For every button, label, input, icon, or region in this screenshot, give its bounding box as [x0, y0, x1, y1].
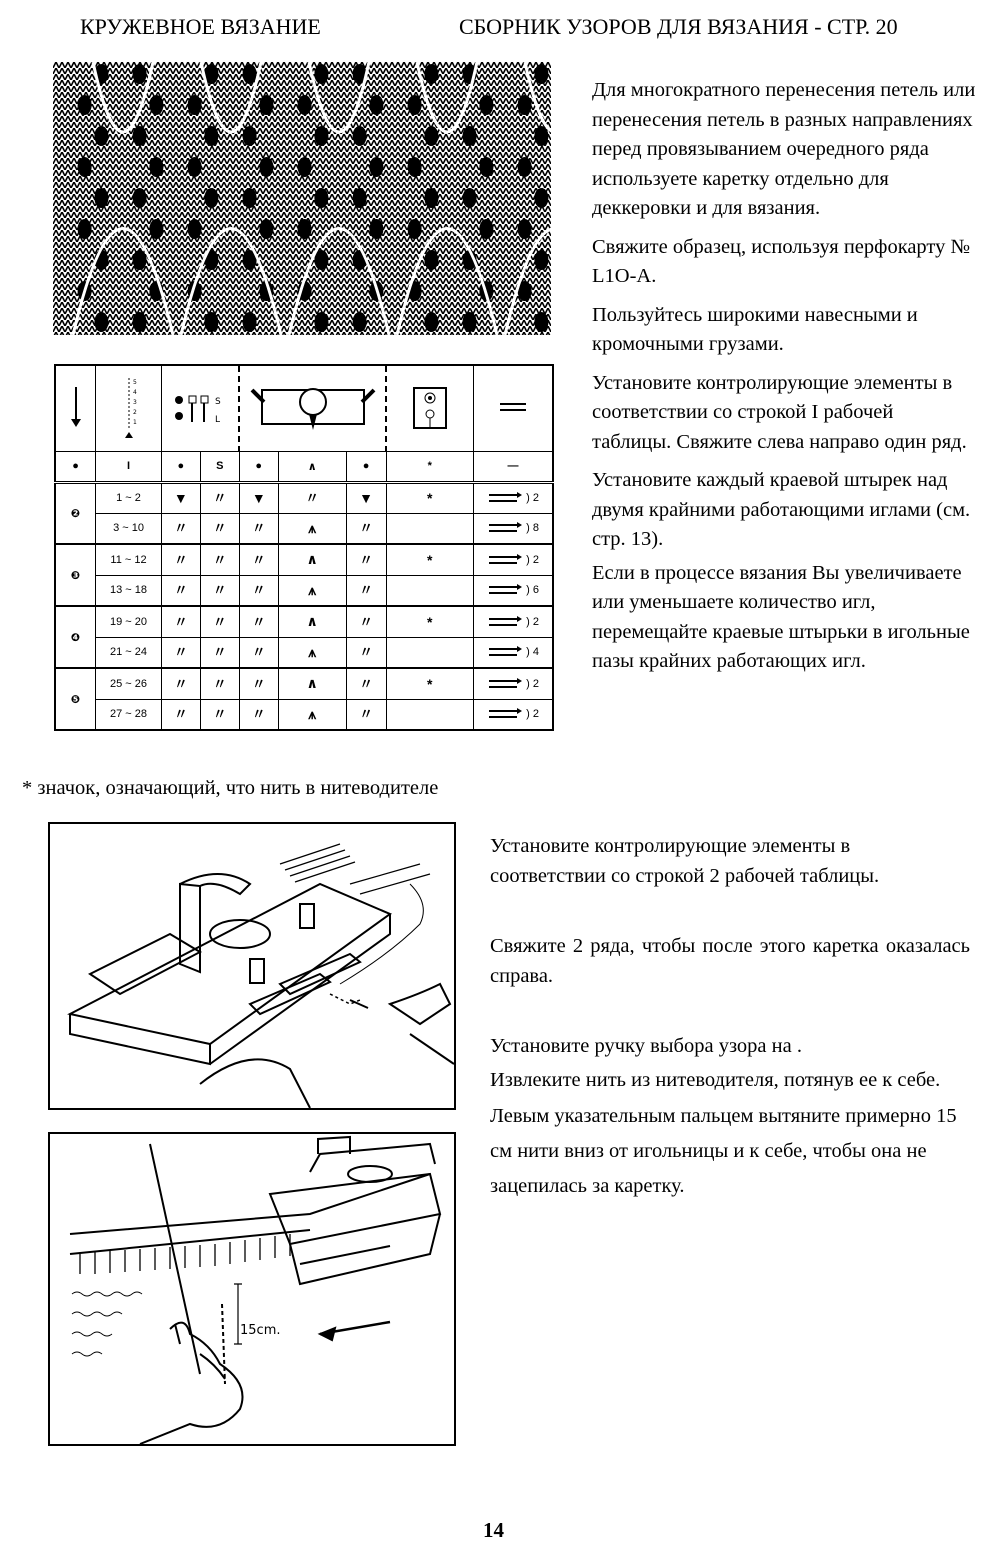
header-right: СБОРНИК УЗОРОВ ДЛЯ ВЯЗАНИЯ - СТР. 20: [459, 14, 898, 39]
row-arrows-icon: [487, 707, 523, 721]
chart-cell-c2: 〃: [200, 606, 239, 637]
chart-cell-c4: ∧: [278, 544, 346, 575]
row-count: 4: [532, 646, 539, 659]
chart-row: [55, 637, 553, 668]
chart-cell-c6: [386, 513, 473, 544]
chart-row: [55, 513, 553, 544]
chart-cell-c2: 〃: [200, 668, 239, 699]
instruction-1: Установите контролирующие элементы в соответствии со строкой 2 рабочей таблицы.: [490, 835, 880, 887]
chart-cell-c2: 〃: [200, 513, 239, 544]
row-arrows-icon: [487, 677, 523, 691]
chart-cell-c2: 〃: [200, 575, 239, 606]
row-arrows-icon: [487, 583, 523, 597]
row-arrows-icon: [487, 645, 523, 659]
chart-cell-c1: 〃: [161, 606, 200, 637]
chart-cell-c5: 〃: [346, 668, 386, 699]
instruction-4: Извлеките нить из нитеводителя, потянув ее к себе.: [490, 1068, 941, 1091]
chart-cell-c5: 〃: [346, 699, 386, 730]
stitch-dial-icon: [96, 365, 162, 451]
tension-label-l: L: [215, 414, 221, 425]
chart-header-row: [55, 451, 553, 482]
chart-header-cell: ●: [346, 451, 386, 482]
chart-cell-c1: 〃: [161, 637, 200, 668]
chart-cell-range: 13 ~ 18: [96, 575, 162, 606]
chart-cell-c2: 〃: [200, 544, 239, 575]
instructions: [490, 832, 970, 1213]
paragraph: Если в процессе вязания Вы увеличиваете или уменьшаете количество игл, перемещайте краевые штырьки в игольные пазы крайних работающих игл.: [592, 561, 970, 672]
row-arrows-icon: [487, 553, 523, 567]
chart-cell-range: 1 ~ 2: [96, 482, 162, 513]
footnote: * значок, означающий, что нить в нитеводителе: [22, 777, 439, 799]
svg-text:5: 5: [132, 378, 137, 386]
header-left: КРУЖЕВНОЕ ВЯЗАНИЕ: [80, 14, 321, 39]
chart-cell-count: ) 2: [473, 699, 553, 730]
pattern-chart: [54, 364, 554, 731]
svg-text:4: 4: [132, 388, 137, 396]
row-count: 6: [532, 584, 539, 597]
paragraph: Установите контролирующие элементы в соответствии со строкой I рабочей таблицы. Свяжите слева направо один ряд.: [592, 371, 967, 453]
row-count: 2: [532, 708, 539, 721]
chart-group-marker: ❹: [55, 606, 96, 668]
chart-cell-range: 11 ~ 12: [96, 544, 162, 575]
chart-cell-range: 25 ~ 26: [96, 668, 162, 699]
chart-cell-range: 27 ~ 28: [96, 699, 162, 730]
chart-cell-c2: 〃: [200, 699, 239, 730]
chart-header-cell: *: [386, 451, 473, 482]
chart-cell-c4: ⩚: [278, 513, 346, 544]
chart-cell-c2: 〃: [200, 482, 239, 513]
paragraph: Пользуйтесь широкими навесными и кромочными грузами.: [592, 303, 918, 355]
chart-cell-count: ) 4: [473, 637, 553, 668]
chart-group-marker: ❷: [55, 482, 96, 544]
row-count: 8: [532, 522, 539, 535]
row-count: 2: [532, 553, 539, 566]
chart-cell-c6: [386, 575, 473, 606]
chart-cell-c6: *: [386, 482, 473, 513]
chart-group-marker: ❺: [55, 668, 96, 730]
chart-cell-c1: 〃: [161, 668, 200, 699]
svg-text:3: 3: [132, 398, 137, 406]
row-arrows-icon: [487, 491, 523, 505]
chart-cell-range: 19 ~ 20: [96, 606, 162, 637]
chart-cell-c4: ⩚: [278, 637, 346, 668]
row-arrows-icon: [487, 615, 523, 629]
chart-cell-count: ) 2: [473, 544, 553, 575]
chart-cell-c3: 〃: [239, 637, 278, 668]
chart-cell-c3: 〃: [239, 606, 278, 637]
instruction-5: Левым указательным пальцем вытяните примерно 15 см нити вниз от игольницы и к себе, чтобы она не зацепилась за каретку.: [490, 1105, 957, 1197]
chart-cell-range: 21 ~ 24: [96, 637, 162, 668]
row-count: 2: [532, 677, 539, 690]
chart-cell-c6: [386, 699, 473, 730]
row-count: 2: [532, 491, 539, 504]
chart-row: [55, 482, 553, 513]
svg-text:2: 2: [132, 408, 137, 416]
right-column-text: [592, 76, 977, 686]
chart-cell-c4: ⩚: [278, 699, 346, 730]
chart-cell-count: ) 6: [473, 575, 553, 606]
chart-cell-c3: ▼: [239, 482, 278, 513]
chart-cell-c5: 〃: [346, 575, 386, 606]
chart-cell-c1: 〃: [161, 513, 200, 544]
chart-cell-c6: *: [386, 544, 473, 575]
lace-swatch-image: [53, 62, 551, 335]
chart-header-cell: —: [473, 451, 553, 482]
svg-text:1: 1: [132, 418, 137, 426]
chart-row: [55, 544, 553, 575]
chart-cell-c1: ▼: [161, 482, 200, 513]
chart-cell-c5: 〃: [346, 544, 386, 575]
chart-row: [55, 606, 553, 637]
chart-header-cell: ●: [161, 451, 200, 482]
page-number: 14: [483, 1518, 504, 1542]
chart-cell-c5: 〃: [346, 606, 386, 637]
chart-cell-c5: 〃: [346, 637, 386, 668]
chart-header-cell: S: [200, 451, 239, 482]
chart-cell-c4: ∧: [278, 668, 346, 699]
row-arrows-icon: [487, 521, 523, 535]
chart-cell-c1: 〃: [161, 575, 200, 606]
instruction-2: Свяжите 2 ряда, чтобы после этого каретка оказалась справа.: [490, 935, 970, 987]
paragraph: Свяжите образец, используя перфокарту № L1O-A.: [592, 235, 971, 287]
chart-header-cell: ●: [239, 451, 278, 482]
chart-cell-count: ) 8: [473, 513, 553, 544]
carriage-illustration: [48, 822, 456, 1110]
chart-cell-c6: [386, 637, 473, 668]
chart-cell-c3: 〃: [239, 544, 278, 575]
chart-cell-c2: 〃: [200, 637, 239, 668]
tension-label-s: S: [215, 396, 221, 407]
carriage-knob-icon: [239, 365, 386, 451]
chart-cell-c6: *: [386, 668, 473, 699]
figure-label-15cm: 15cm.: [240, 1323, 281, 1338]
carriage-direction-icon: [55, 365, 96, 451]
chart-header-cell: ∧: [278, 451, 346, 482]
chart-cell-c3: 〃: [239, 699, 278, 730]
chart-cell-c4: ⩚: [278, 575, 346, 606]
chart-header-cell: ●: [55, 451, 96, 482]
chart-cell-count: ) 2: [473, 482, 553, 513]
chart-cell-count: ) 2: [473, 668, 553, 699]
chart-header-cell: I: [96, 451, 162, 482]
chart-cell-c4: ∧: [278, 606, 346, 637]
chart-cell-c1: 〃: [161, 699, 200, 730]
paragraph: Установите каждый краевой штырек над двумя крайними работающими иглами (см. стр. 13).: [592, 469, 971, 550]
tension-levers-icon: [161, 365, 239, 451]
chart-row: [55, 575, 553, 606]
chart-cell-c3: 〃: [239, 668, 278, 699]
row-counter-icon: [473, 365, 553, 451]
paragraph: Для многократного перенесения петель или перенесения петель в разных направлениях перед провязыванием очередного ряда используете каретку отдельно для деккеровки и для вязания.: [592, 79, 976, 219]
chart-cell-c4: 〃: [278, 482, 346, 513]
yarn-pull-illustration: [48, 1132, 456, 1446]
chart-cell-c5: ▼: [346, 482, 386, 513]
row-count: 2: [532, 615, 539, 628]
chart-cell-c3: 〃: [239, 575, 278, 606]
chart-row: [55, 668, 553, 699]
yarn-feeder-icon: [386, 365, 473, 451]
instruction-3: Установите ручку выбора узора на .: [490, 1035, 802, 1057]
chart-cell-c1: 〃: [161, 544, 200, 575]
chart-cell-c3: 〃: [239, 513, 278, 544]
chart-row: [55, 699, 553, 730]
chart-cell-c5: 〃: [346, 513, 386, 544]
chart-cell-count: ) 2: [473, 606, 553, 637]
chart-cell-range: 3 ~ 10: [96, 513, 162, 544]
chart-group-marker: ❸: [55, 544, 96, 606]
chart-cell-c6: *: [386, 606, 473, 637]
